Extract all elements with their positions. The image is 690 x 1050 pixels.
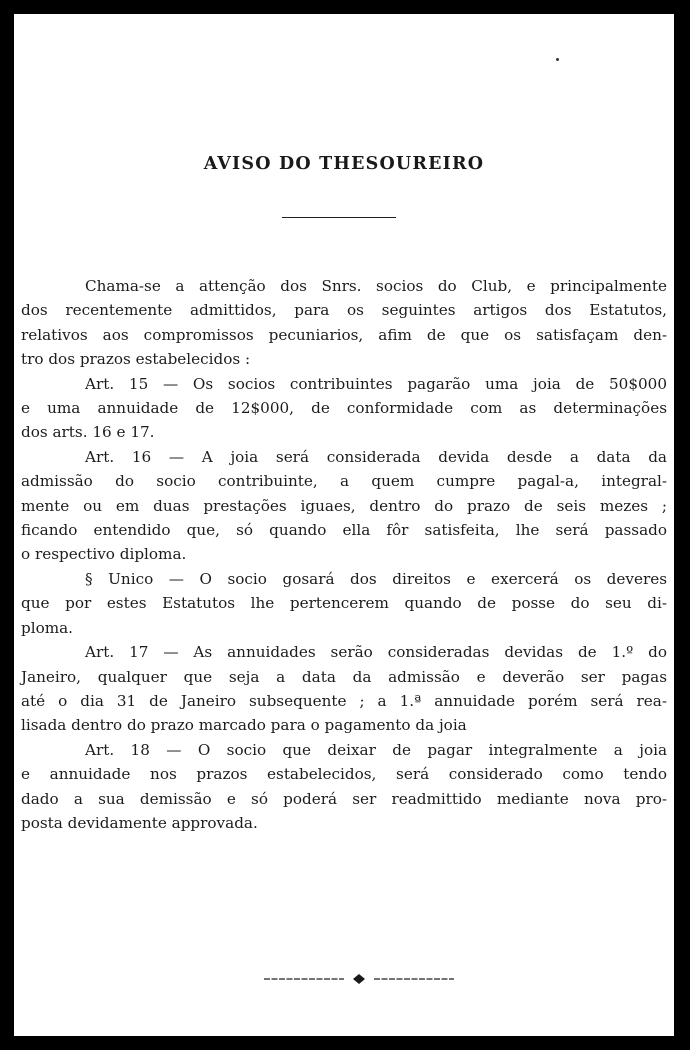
text-line: Chama-se a attenção dos Snrs. socios do Club, e principalmente (85, 277, 667, 295)
text-line: e annuidade nos prazos estabelecidos, será considerado como tendo (21, 765, 667, 784)
page-title: AVISO DO THESOUREIRO (203, 154, 485, 174)
text-line: e uma annuidade de 12$000, de conformidade com as determinações (21, 399, 667, 418)
text-line: até o dia 31 de Janeiro subsequente ; a 1.ª annuidade porém será rea- (21, 691, 667, 710)
text-line: ficando entendido que, só quando ella fôr satisfeita, lhe será passado (21, 521, 667, 540)
text-line: mente ou em duas prestações iguaes, dentro do prazo de seis mezes ; (21, 496, 667, 515)
text-line: dos recentemente admittidos, para os seguintes artigos dos Estatutos, (21, 301, 667, 320)
text-line: lisada dentro do prazo marcado para o pagamento da joia (21, 716, 467, 735)
text-line: dado a sua demissão e só poderá ser readmittido mediante nova pro- (21, 789, 667, 808)
article-17-line: Art. 17 — As annuidades serão consideradas devidas de 1.º do (85, 643, 667, 662)
article-15-line: Art. 15 — Os socios contribuintes pagarão uma joia de 50$000 (85, 374, 667, 393)
text-line: Janeiro, qualquer que seja a data da admissão e deverão ser pagas (21, 667, 667, 686)
document-page (14, 14, 674, 1036)
ornament-diamond-icon (353, 974, 365, 984)
title-divider (282, 217, 396, 218)
text-line: tro dos prazos estabelecidos : (21, 350, 251, 369)
closing-ornament (264, 974, 454, 984)
text-line: dos arts. 16 e 17. (21, 423, 155, 442)
article-16-line: Art. 16 — A joia será considerada devida desde a data da (85, 447, 667, 466)
notice-body (21, 274, 667, 835)
ink-speck (556, 58, 559, 61)
paragraph-unico-line: § Unico — O socio gosará dos direitos e exercerá os deveres (85, 569, 667, 588)
text-line: ploma. (21, 618, 74, 637)
text-line: admissão do socio contribuinte, a quem cumpre pagal-a, integral- (21, 472, 667, 491)
text-line: posta devidamente approvada. (21, 813, 258, 832)
article-18-line: Art. 18 — O socio que deixar de pagar integralmente a joia (85, 740, 667, 759)
text-line: o respectivo diploma. (21, 545, 187, 564)
text-line: relativos aos compromissos pecuniarios, afim de que os satisfaçam den- (21, 325, 667, 344)
text-line: que por estes Estatutos lhe pertencerem quando de posse do seu di- (21, 594, 667, 613)
